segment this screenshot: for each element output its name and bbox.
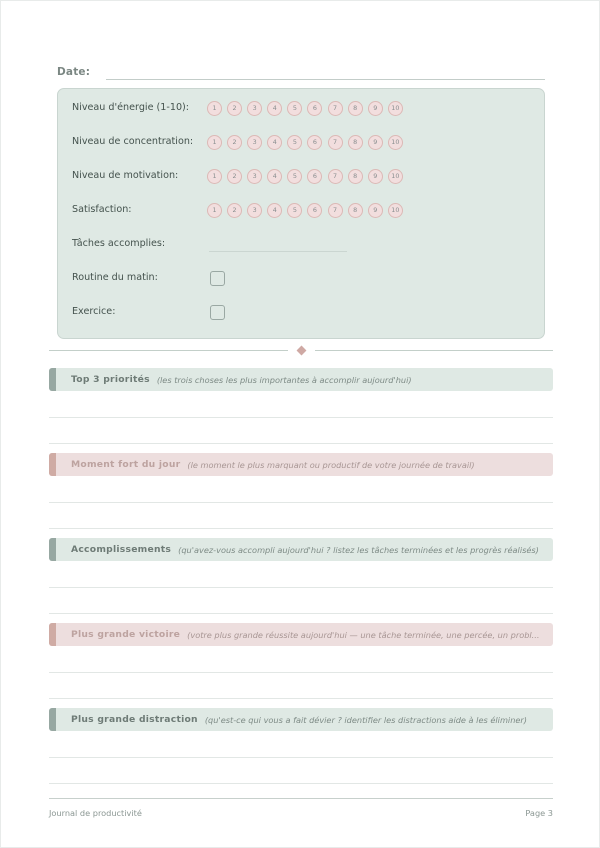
rating-option[interactable]: 9 [368,203,383,218]
section-hint: (les trois choses les plus importantes à accomplir aujourd'hui) [156,374,412,385]
metric-label: Routine du matin: [72,272,158,283]
rating-scale [207,101,403,116]
section-header [49,708,553,731]
rating-option[interactable]: 9 [368,101,383,116]
divider-line-right [315,350,554,351]
rating-option[interactable]: 7 [328,169,343,184]
writing-lines [49,561,553,614]
rating-option[interactable]: 7 [328,203,343,218]
section-accent-bar [49,538,56,561]
checkbox[interactable] [210,305,225,320]
rating-option[interactable]: 10 [388,101,403,116]
rating-option[interactable]: 1 [207,169,222,184]
rating-option[interactable]: 5 [287,101,302,116]
writing-line[interactable] [49,476,553,503]
rating-scale [207,169,403,184]
date-row [57,58,545,80]
diamond-ornament-icon [296,345,306,355]
rating-scale [207,135,403,150]
rating-option[interactable]: 3 [247,135,262,150]
metric-row [58,98,544,118]
section-divider [49,344,553,356]
writing-lines [49,731,553,784]
date-input-line[interactable] [106,66,545,80]
section-hint: (le moment le plus marquant ou productif de votre journée de travail) [187,459,475,470]
rating-option[interactable]: 5 [287,135,302,150]
rating-option[interactable]: 5 [287,169,302,184]
section-hint: (qu'avez-vous accompli aujourd'hui ? listez les tâches terminées et les progrès réalisés) [178,544,539,555]
writing-line[interactable] [49,503,553,529]
section-header [49,623,553,646]
writing-line[interactable] [49,731,553,758]
section-header [49,453,553,476]
journal-section [49,623,553,699]
section-header [49,538,553,561]
checkbox[interactable] [210,271,225,286]
section-hint: (votre plus grande réussite aujourd'hui — une tâche terminée, une percée, un probl... [187,629,540,640]
rating-option[interactable]: 3 [247,203,262,218]
journal-section [49,453,553,529]
footer-page-number: Page 3 [525,808,553,818]
rating-option[interactable]: 10 [388,135,403,150]
divider-line-left [49,350,288,351]
metric-label: Satisfaction: [72,204,132,215]
rating-option[interactable]: 7 [328,101,343,116]
metric-row [58,166,544,186]
writing-lines [49,646,553,699]
rating-option[interactable]: 4 [267,135,282,150]
section-title: Accomplissements [71,544,172,555]
rating-option[interactable]: 10 [388,203,403,218]
journal-section [49,368,553,444]
footer-title: Journal de productivité [49,808,142,818]
section-hint: (qu'est-ce qui vous a fait dévier ? identifier les distractions aide à les éliminer) [204,714,527,725]
journal-section [49,708,553,784]
metric-row [58,200,544,220]
rating-option[interactable]: 6 [307,169,322,184]
writing-lines [49,476,553,529]
tasks-completed-input[interactable] [209,237,347,252]
writing-line[interactable] [49,646,553,673]
rating-option[interactable]: 2 [227,135,242,150]
writing-lines [49,391,553,444]
rating-option[interactable]: 4 [267,101,282,116]
metric-row [58,132,544,152]
rating-option[interactable]: 1 [207,203,222,218]
metric-row [58,268,544,288]
writing-line[interactable] [49,673,553,699]
rating-option[interactable]: 7 [328,135,343,150]
rating-option[interactable]: 3 [247,169,262,184]
rating-option[interactable]: 4 [267,169,282,184]
rating-scale [207,203,403,218]
metric-label: Niveau de motivation: [72,170,179,181]
writing-line[interactable] [49,418,553,444]
metric-row [58,234,544,254]
section-title: Plus grande victoire [71,629,181,640]
writing-line[interactable] [49,561,553,588]
section-header [49,368,553,391]
rating-option[interactable]: 1 [207,135,222,150]
metric-label: Tâches accomplies: [72,238,166,249]
metric-row [58,302,544,322]
writing-line[interactable] [49,588,553,614]
page-footer [49,798,553,818]
rating-option[interactable]: 6 [307,135,322,150]
section-title: Moment fort du jour [71,459,181,470]
rating-option[interactable]: 10 [388,169,403,184]
section-accent-bar [49,453,56,476]
metric-label: Exercice: [72,306,116,317]
rating-option[interactable]: 2 [227,169,242,184]
rating-option[interactable]: 6 [307,101,322,116]
section-title: Top 3 priorités [71,374,150,385]
writing-line[interactable] [49,391,553,418]
rating-option[interactable]: 8 [348,203,363,218]
section-accent-bar [49,708,56,731]
journal-section [49,538,553,614]
rating-option[interactable]: 8 [348,101,363,116]
rating-option[interactable]: 5 [287,203,302,218]
rating-option[interactable]: 8 [348,135,363,150]
rating-option[interactable]: 1 [207,101,222,116]
metric-label: Niveau de concentration: [72,136,194,147]
date-label: Date: [57,66,91,78]
metric-label: Niveau d'énergie (1-10): [72,102,190,113]
rating-option[interactable]: 8 [348,169,363,184]
section-accent-bar [49,623,56,646]
rating-option[interactable]: 2 [227,101,242,116]
writing-line[interactable] [49,758,553,784]
rating-option[interactable]: 9 [368,169,383,184]
section-title: Plus grande distraction [71,714,198,725]
daily-metrics-box [57,88,545,339]
rating-option[interactable]: 3 [247,101,262,116]
rating-option[interactable]: 2 [227,203,242,218]
rating-option[interactable]: 9 [368,135,383,150]
rating-option[interactable]: 6 [307,203,322,218]
rating-option[interactable]: 4 [267,203,282,218]
section-accent-bar [49,368,56,391]
